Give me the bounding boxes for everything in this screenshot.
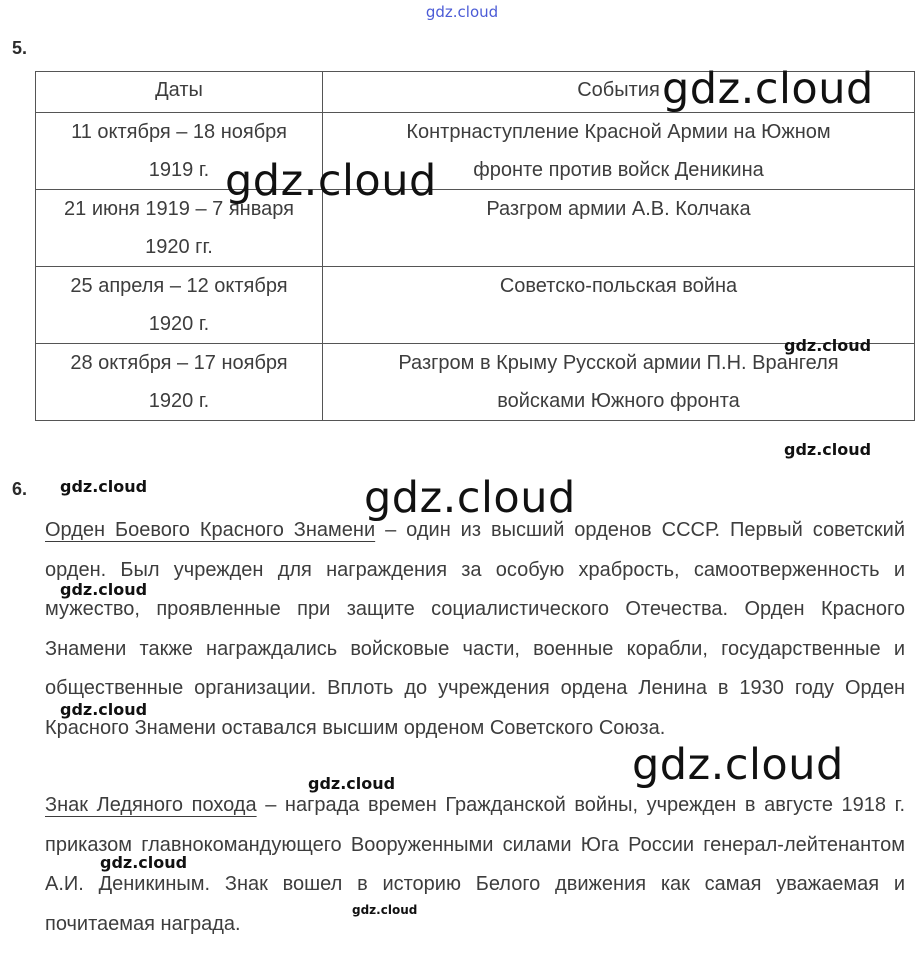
watermark: gdz.cloud bbox=[100, 853, 188, 872]
event-line: Разгром армии А.В. Колчака bbox=[486, 198, 751, 220]
watermark: gdz.cloud bbox=[662, 64, 874, 114]
site-label: gdz.cloud bbox=[425, 3, 499, 21]
watermark: gdz.cloud bbox=[308, 774, 396, 793]
event-line: Контрнаступление Красной Армии на Южном bbox=[406, 121, 831, 143]
date-cell bbox=[36, 267, 323, 344]
watermark: gdz.cloud bbox=[60, 700, 148, 719]
term-ice-march-badge: Знак Ледяного похода bbox=[45, 794, 257, 816]
event-cell bbox=[323, 267, 915, 344]
event-line: войсками Южного фронта bbox=[497, 390, 740, 412]
event-cell bbox=[323, 190, 915, 267]
header-events: События bbox=[323, 72, 915, 113]
paragraph-text: – награда времен Гражданской войны, учрежден в августе 1918 г. приказом главнокомандующего Вооруженными силами Юга России генерал-лейтенантом А.И. Деникиным. Знак вошел в историю Белого движения как самая уважаемая и почитаемая награда. bbox=[45, 794, 906, 935]
watermark: gdz.cloud bbox=[352, 903, 418, 917]
watermark: gdz.cloud bbox=[632, 740, 844, 790]
events-table bbox=[35, 71, 915, 421]
table-row bbox=[36, 190, 915, 267]
date-cell bbox=[36, 113, 323, 190]
event-cell bbox=[323, 344, 915, 421]
paragraph-text: – один из высший орденов СССР. Первый советский орден. Был учрежден для награждения за особую храбрость, самоотверженность и мужество, проявленные при защите социалистического Отечества. Орден Красного Знамени также награждались войсковые части, военные корабли, государственные и общественные организации. Вплоть до учреждения ордена Ленина в 1930 году Орден Красного Знамени оставался высшим орденом Советского Союза. bbox=[45, 519, 905, 739]
table-row bbox=[36, 267, 915, 344]
table-header-row bbox=[36, 72, 915, 113]
date-line: 11 октября – 18 ноября bbox=[71, 121, 287, 143]
paragraph-ice-march-badge bbox=[45, 786, 905, 944]
event-line: фронте против войск Деникина bbox=[473, 159, 764, 181]
watermark: gdz.cloud bbox=[60, 580, 148, 599]
watermark: gdz.cloud bbox=[784, 440, 872, 459]
task-6-number: 6. bbox=[12, 479, 28, 499]
date-line: 1920 г. bbox=[148, 390, 210, 412]
watermark: gdz.cloud bbox=[225, 156, 437, 206]
event-line: Разгром в Крыму Русской армии П.Н. Врангеля bbox=[398, 352, 839, 374]
date-line: 21 июня 1919 – 7 января bbox=[64, 198, 294, 220]
date-line: 1920 гг. bbox=[145, 236, 213, 258]
event-line: Советско-польская война bbox=[499, 275, 738, 297]
date-line: 1920 г. bbox=[148, 313, 210, 335]
date-cell bbox=[36, 344, 323, 421]
term-order-red-banner: Орден Боевого Красного Знамени bbox=[45, 519, 376, 541]
event-cell bbox=[323, 113, 915, 190]
watermark: gdz.cloud bbox=[60, 477, 148, 496]
task-5-number: 5. bbox=[12, 38, 28, 58]
watermark: gdz.cloud bbox=[364, 473, 576, 523]
date-line: 28 октября – 17 ноября bbox=[70, 352, 288, 374]
paragraph-order-red-banner bbox=[45, 511, 905, 749]
date-line: 25 апреля – 12 октября bbox=[70, 275, 288, 297]
date-cell bbox=[36, 190, 323, 267]
table-row bbox=[36, 344, 915, 421]
watermark: gdz.cloud bbox=[784, 336, 872, 355]
header-dates: Даты bbox=[36, 72, 323, 113]
table-row bbox=[36, 113, 915, 190]
date-line: 1919 г. bbox=[148, 159, 210, 181]
